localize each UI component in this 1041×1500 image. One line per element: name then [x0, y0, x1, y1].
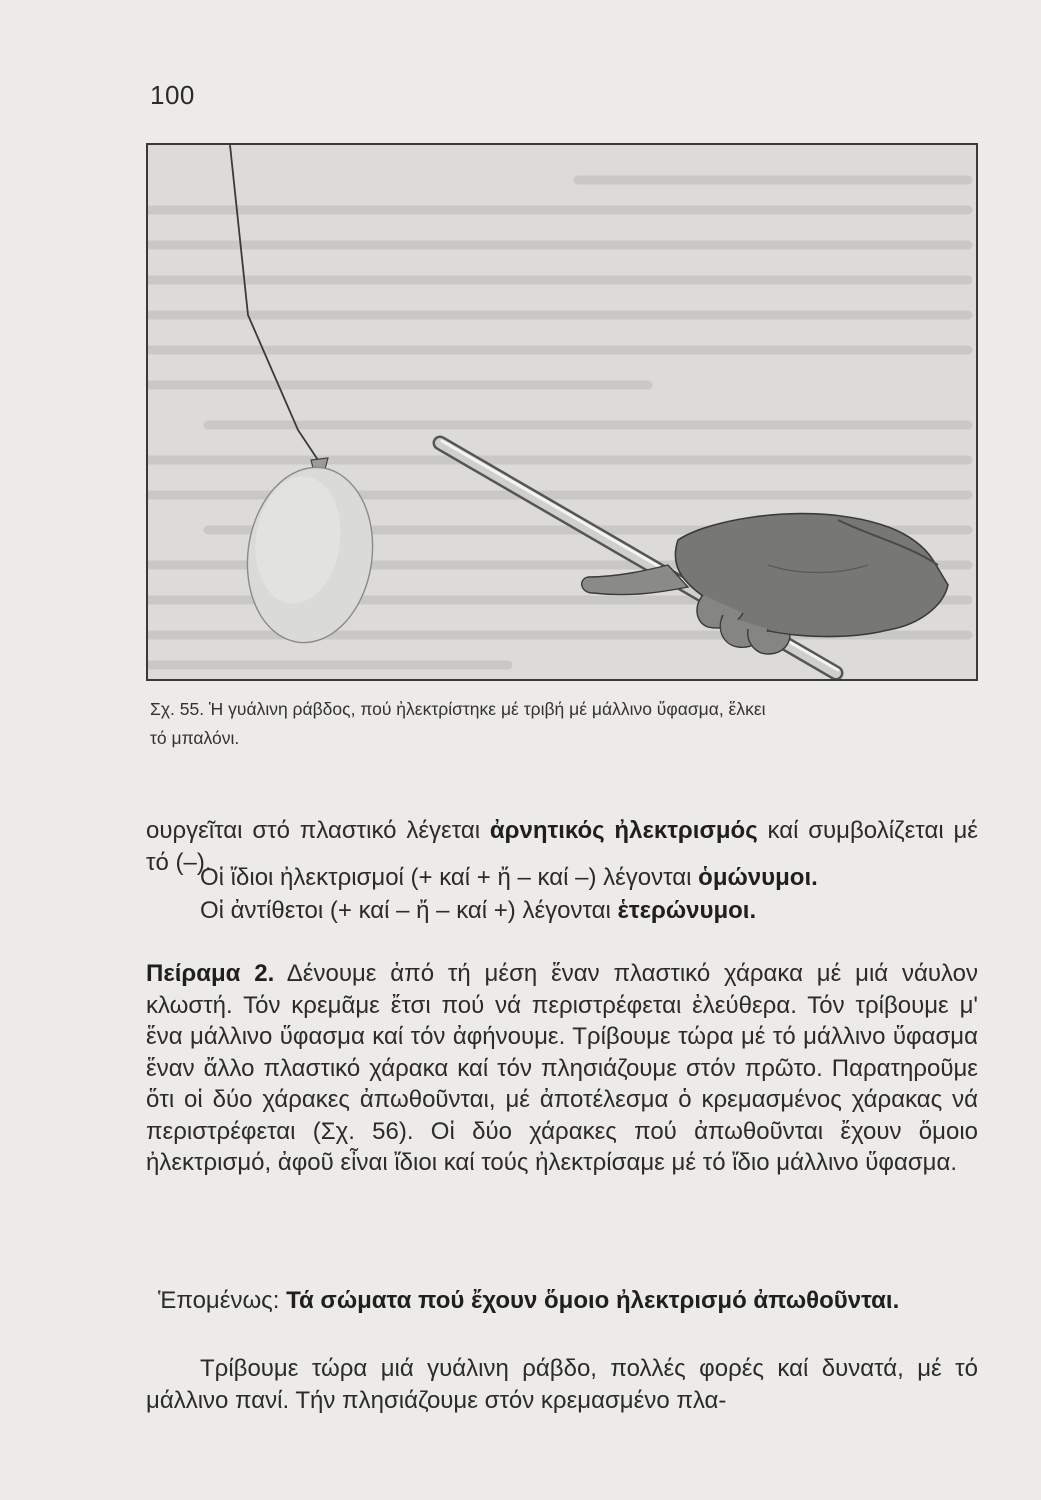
paragraph-experiment-2	[146, 958, 978, 1179]
conclusion-label: Ἑπομένως:	[158, 1287, 287, 1314]
para2-text-a: Οἱ ἴδιοι ἠλεκτρισμοί (+ καί + ἤ – καί –) λέγονται	[200, 864, 699, 891]
paragraph-like-charges	[146, 862, 978, 894]
thread	[230, 145, 320, 463]
caption-line-1: Σχ. 55. Ἡ γυάλινη ράβδος, πού ἠλεκτρίστηκε μέ τριβή μέ μάλλινο ὕφασμα, ἕλκει	[150, 699, 766, 719]
paragraph-glass-rod	[146, 1353, 978, 1416]
experiment-2-text: Δένουμε ἀπό τή μέση ἕναν πλαστικό χάρακα μέ μιά νάυλον κλωστή. Τόν κρεμᾶμε ἔτσι πού νά περιστρέφεται ἐλεύθερα. Τόν τρίβουμε μ' ἕνα μάλλινο ὕφασμα καί τόν ἀφήνουμε. Τρίβουμε τώρα μέ τό μάλλινο ὕφασμα ἕναν ἄλλο πλαστικό χάρακα καί τόν πλησιάζουμε στόν πρῶτο. Παρατηροῦμε ὅτι οἱ δύο χάρακες ἀπωθοῦνται, μέ ἀποτέλεσμα ὁ κρεμασμένος χάρακας νά περιστρέφεται (Σχ. 56). Οἱ δύο χάρακες πού ἀπωθοῦνται ἔχουν ὅμοιο ἠλεκτρισμό, ἀφοῦ εἶναι ἴδιοι καί τούς ἠλεκτρίσαμε μέ τό ἴδιο μάλλινο ὕφασμα.	[146, 960, 978, 1176]
paragraph-unlike-charges	[146, 895, 978, 927]
figure-illustration	[148, 145, 978, 681]
para1-text-b: καί συμβολίζεται μέ τό (–).	[146, 817, 978, 876]
para1-text-a: ουργεῖται στό πλαστικό λέγεται	[146, 817, 490, 844]
caption-line-2: τό μπαλόνι.	[150, 728, 240, 748]
glass-rod-text: Τρίβουμε τώρα μιά γυάλινη ράβδο, πολλές φορές καί δυνατά, μέ τό μάλλινο πανί. Τήν πλησιάζουμε στόν κρεμασμένο πλα-	[146, 1355, 978, 1414]
figure-55	[146, 143, 978, 681]
term-negative-electricity: ἀρνητικός ἠλεκτρισμός	[489, 817, 758, 844]
term-like-charges: ὁμώνυμοι.	[698, 864, 818, 891]
term-unlike-charges: ἑτερώνυμοι.	[617, 897, 757, 924]
page-number: 100	[150, 80, 195, 110]
figure-caption	[150, 695, 980, 753]
paragraph-conclusion	[146, 1285, 978, 1317]
conclusion-statement: Τά σώματα πού ἔχουν ὅμοιο ἠλεκτρισμό ἀπωθοῦνται.	[286, 1287, 900, 1314]
para3-text-a: Οἱ ἀντίθετοι (+ καί – ἤ – καί +) λέγονται	[200, 897, 618, 924]
experiment-2-heading: Πείραμα 2.	[146, 960, 275, 987]
